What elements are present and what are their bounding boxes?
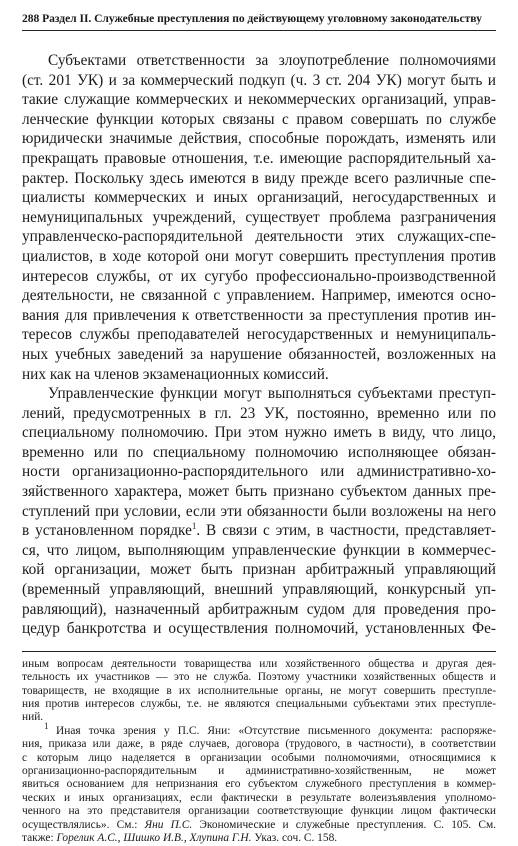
- footnote-line: явиться основанием для непризнания его субъектом служебного преступления в коммер-: [22, 778, 496, 791]
- text-fragment: Экономические и служебные преступления. С. 105. См.: [192, 818, 497, 831]
- main-text: [22, 51, 496, 639]
- footnotes: [22, 658, 496, 846]
- paragraph-1: [22, 51, 496, 384]
- text-line: прекращать правовые отношения, т.е. имеющие распорядительный ха-: [22, 149, 496, 167]
- footnote-line: $^1$ Иная точка зрения у П.С. Яни: «Отсутствие письменного документа: распоряже-: [44, 721, 496, 737]
- footnote-line: ченного на это представителя организации соответствующие функции лицом фактически: [22, 805, 496, 818]
- footnote-line: тельность их участников — это не служба. Поэтому участники хозяйственных обществ и: [22, 671, 496, 684]
- text-line: ности организационно-распорядительного или административно-хо-: [22, 463, 496, 481]
- text-line: равляющий), назначенный арбитражным судом для проведения про-: [22, 600, 496, 618]
- footnote-line: товариществ, не входящие в их исполнительные органы, не могут совершить преступле-: [22, 684, 496, 697]
- text-fragment: в установленном порядке: [22, 522, 192, 540]
- author-names: Горелик А.С., Шишко И.В., Хлупина Г.Н.: [56, 832, 252, 845]
- text-line: немуниципальных учреждений, существует проблема разграничения: [22, 208, 496, 226]
- text-line: ных учебных заведений за нарушение обязанностей, возложенных на: [22, 345, 496, 363]
- text-line: специальному полномочию. При этом нужно иметь в виду, что лицо,: [22, 424, 496, 442]
- footnote-line: иным вопросам деятельности товарищества или хозяйственного общества и другая дея-: [22, 657, 496, 670]
- text-fragment: также:: [22, 832, 57, 845]
- text-line: них как на членов экзаменационных комиссий.: [22, 365, 329, 383]
- text-line: (ст. 201 УК) и за коммерческий подкуп (ч. 3 ст. 204 УК) могут быть и: [22, 71, 496, 89]
- footnote-line: ния против интересов службы, т.е. не являются специальными субъектами этих преступле-: [22, 698, 496, 711]
- text-line: такие служащие коммерческих и некоммерческих организаций, управ-: [22, 91, 496, 109]
- footnote-rule: [22, 651, 496, 652]
- text-line: рактер. Поскольку здесь имеются в виду прежде всего различные спе-: [22, 169, 496, 187]
- footnote-line: ния, приказа или даже, в ряде случаев, договора (трудового, в частности), в соответствии: [22, 738, 496, 751]
- footnote-continuation: [22, 658, 496, 725]
- text-fragment: что лицом, выполняющим управленческие функции в коммерчес-: [46, 541, 496, 559]
- running-head: 288 Раздел II. Служебные преступления по действующему уголовному законодательству: [22, 12, 482, 25]
- text-line: цедур банкротства и осуществления полномочий, установленных Фе-: [22, 620, 496, 638]
- text-line: деятельности, не связанной с управлением. Например, имеются осно-: [22, 287, 496, 305]
- footnote-line: организационно-распорядительным и административно-хозяйственным, не может: [22, 765, 496, 778]
- text-fragment: Указ. соч. С. 158.: [251, 832, 338, 845]
- header-rule: [22, 30, 496, 31]
- text-fragment: Иная точка зрения у П.С. Яни: «Отсутствие письменного документа: распоряже-: [56, 724, 496, 737]
- text-line: юридически значимые действия, способные порождать, изменять или: [22, 130, 496, 148]
- text-line: (временный управляющий, внешний управляющий, конкурсный уп-: [22, 581, 496, 599]
- text-fragment: . В связи с этим, в частности, представляет-: [196, 522, 496, 540]
- text-line: Управленческие функции могут выполняться субъектами преступ-: [48, 385, 496, 403]
- text-line: зяйственного характера, может быть признано субъектом данных пре-: [22, 483, 496, 501]
- text-line: временно или по специальному полномочию исполняющее обязан-: [22, 443, 496, 461]
- footnote-line: с которым лицо наделяется в организации особыми полномочиями, относящимися к: [22, 751, 496, 764]
- text-line: циалистов, в ходе которой они могут совершить преступления против: [22, 247, 496, 265]
- text-line: Субъектами ответственности за злоупотребление полномочиями: [48, 52, 496, 69]
- author-name: Яни П.С.: [144, 818, 193, 831]
- text-line: ступлений при условии, если эти обязанности были возложены на него: [22, 502, 496, 520]
- footnote-line: [22, 819, 496, 832]
- text-fragment: ся,: [22, 541, 47, 559]
- text-line: [22, 521, 496, 541]
- footnote-1: [22, 721, 497, 846]
- text-line: тересов службы преподавателей негосударственных и немуниципаль-: [22, 326, 496, 344]
- text-line: интересов службы, от их сугубо профессионально-производственной: [22, 267, 496, 285]
- footnote-line: ний.: [22, 711, 44, 724]
- text-line: циалисты коммерческих и иных организаций, негосударственных и: [22, 189, 496, 207]
- text-line: лений, предусмотренных в гл. 23 УК, постоянно, временно или по: [22, 404, 496, 422]
- footnote-ref: 1: [191, 521, 197, 532]
- book-page: [22, 12, 496, 846]
- paragraph-2: [22, 384, 496, 639]
- footnote-line: ческих и иных организациях, если фактически в результате волеизъявления уполномо-: [22, 791, 496, 804]
- footnote-line: [22, 832, 496, 845]
- text-line: кой организации, может быть признан арбитражный управляющий: [22, 561, 496, 579]
- text-line: ленческие функции которых связаны с правом совершать по службе: [22, 110, 496, 128]
- text-line: вания для привлечения к ответственности за преступления против ин-: [22, 306, 496, 324]
- text-line: управленческо-распорядительной деятельности этих служащих-спе-: [22, 228, 496, 246]
- text-fragment: осуществлялись». См.:: [22, 818, 145, 831]
- text-line: [22, 541, 496, 561]
